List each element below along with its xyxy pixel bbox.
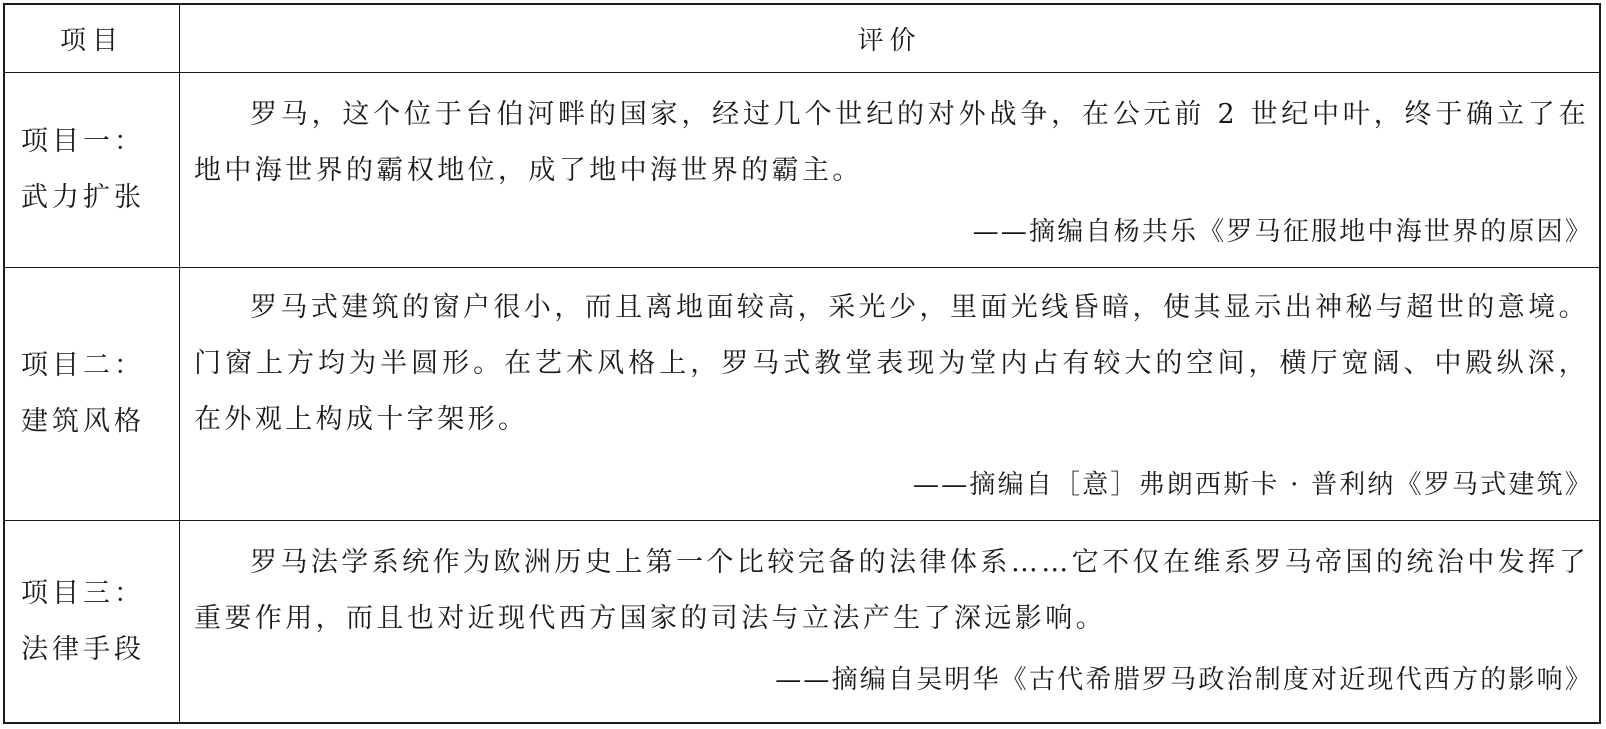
item-title: 法律手段 [21, 633, 145, 665]
table-row [5, 268, 1599, 521]
source-citation: ——摘编自杨共乐《罗马征服地中海世界的原因》 [972, 217, 1593, 247]
item-cell [5, 521, 180, 722]
evaluation-cell [180, 521, 1599, 722]
source-citation: ——摘编自［意］弗朗西斯卡 · 普利纳《罗马式建筑》 [913, 470, 1593, 500]
header-cell-evaluation [180, 5, 1599, 72]
evaluation-cell [180, 73, 1599, 267]
item-number: 项目一： [21, 126, 145, 157]
evaluation-text: 罗马，这个位于台伯河畔的国家，经过几个世纪的对外战争，在公元前 2 世纪中叶，终于确立了在地中海世界的霸权地位，成了地中海世界的霸主。 [194, 99, 1589, 186]
item-cell [5, 268, 180, 520]
item-title: 建筑风格 [21, 406, 145, 437]
item-title: 武力扩张 [21, 182, 145, 213]
item-number: 项目二： [21, 350, 145, 381]
evaluation-text: 罗马法学系统作为欧洲历史上第一个比较完备的法律体系……它不仅在维系罗马帝国的统治中发挥了重要作用，而且也对近现代西方国家的司法与立法产生了深远影响。 [194, 547, 1589, 634]
evaluation-text: 罗马式建筑的窗户很小，而且离地面较高，采光少，里面光线昏暗，使其显示出神秘与超世的意境。门窗上方均为半圆形。在艺术风格上，罗马式教堂表现为堂内占有较大的空间，横厅宽阔、中殿纵深，在外观上构成十字架形。 [194, 292, 1589, 435]
item-number: 项目三： [21, 577, 145, 609]
header-item-label: 项目 [59, 26, 124, 56]
item-cell [5, 73, 180, 267]
evaluation-cell [180, 268, 1599, 520]
evaluation-table [3, 3, 1601, 724]
item-label [21, 114, 173, 226]
source-citation: ——摘编自吴明华《古代希腊罗马政治制度对近现代西方的影响》 [775, 665, 1593, 695]
item-label [21, 566, 173, 678]
item-label [21, 338, 173, 450]
table-header-row [5, 5, 1599, 73]
table-row [5, 521, 1599, 722]
header-cell-item [5, 5, 180, 72]
table-row [5, 73, 1599, 268]
header-evaluation-label: 评价 [857, 26, 922, 56]
